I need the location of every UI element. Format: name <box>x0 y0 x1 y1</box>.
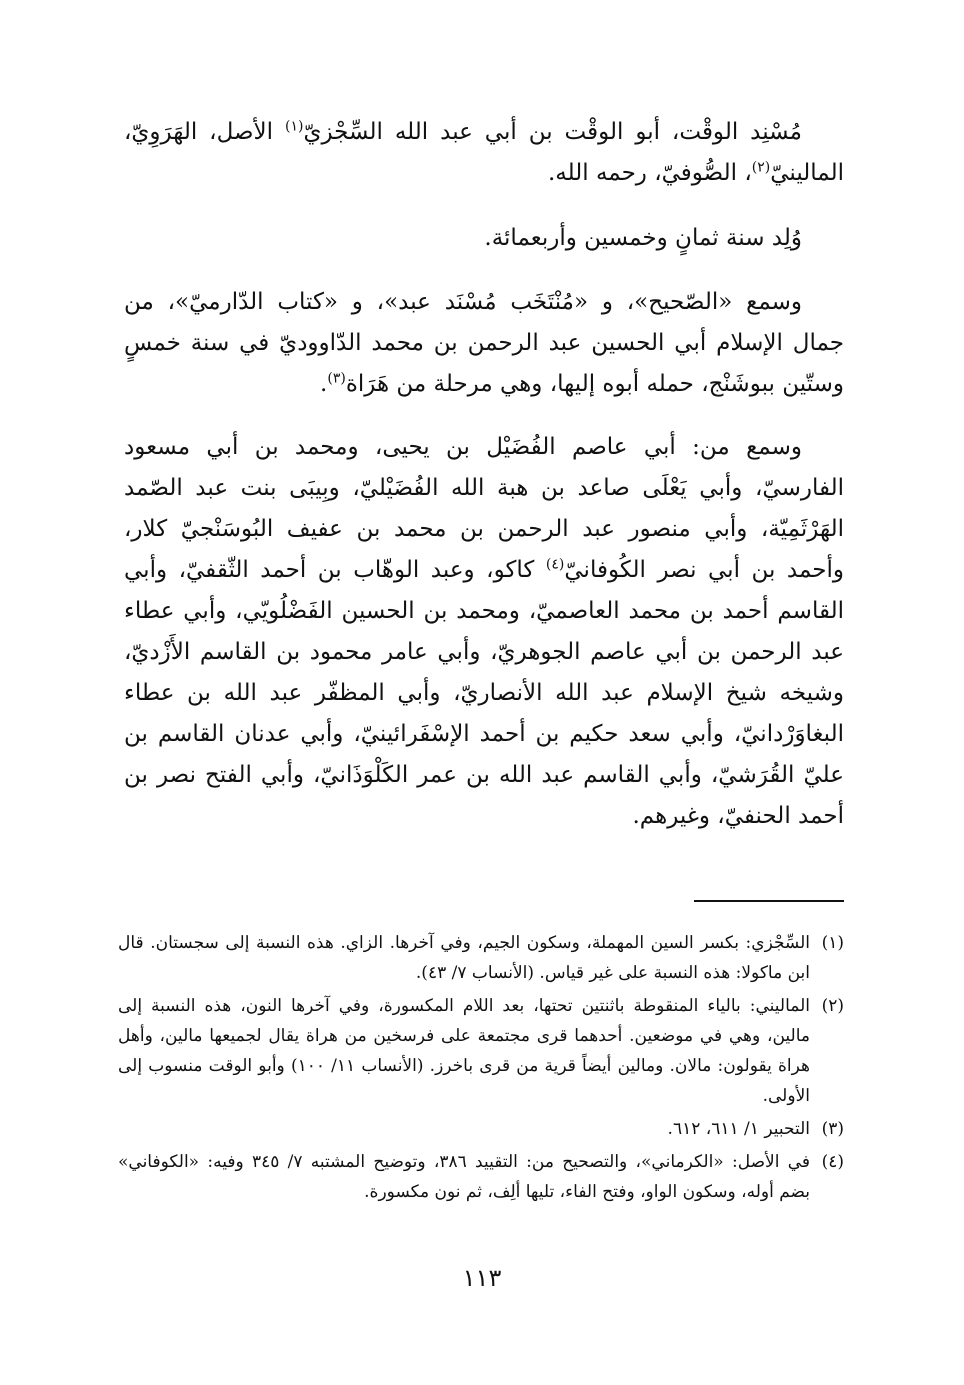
main-text <box>124 112 844 837</box>
paragraph-text: وُلِد سنة ثمانٍ وخمسين وأربعمائة. <box>484 225 802 251</box>
paragraph-teachers <box>124 427 844 837</box>
paragraph-birth <box>124 218 844 259</box>
footnote-ref[interactable]: (١) <box>284 118 304 135</box>
footnote-number: (٤) <box>821 1152 844 1172</box>
footnote-number: (٣) <box>821 1119 844 1139</box>
footnote-text: السِّجْزي: بكسر السين المهملة، وسكون الجيم، وفي آخرها. الزاي. هذه النسبة إلى سجستان. قال ابن ماكولا: هذه النسبة على غير قياس. (الأنساب ٧/ ٤٣). <box>118 933 810 983</box>
footnote-separator <box>694 900 844 902</box>
footnote-ref[interactable]: (٢) <box>751 159 771 176</box>
paragraph-text: ، الصُّوفيّ، رحمه الله. <box>547 160 752 186</box>
page-number: ١١٣ <box>462 1264 502 1292</box>
footnote <box>118 1114 844 1144</box>
footnote <box>118 928 844 988</box>
footnote-text: الماليني: بالياء المنقوطة باثنتين تحتها، بعد اللام المكسورة، وفي آخرها النون، هذه النسبة إلى مالين، وهي في موضعين. أحدهما قرى مجتمعة على فرسخين من هراة يقال لجميعها مالين، وأهل هراة يقولون: مالان. ومالين أيضاً قرية من قرى باخرز. (الأنساب ١١/ ١٠٠) وأبو الوقت منسوب إلى الأولى. <box>118 996 810 1106</box>
paragraph-biography-heading <box>124 112 844 194</box>
footnote-ref[interactable]: (٤) <box>545 556 565 573</box>
paragraph-text: كاكو، وعبد الوهّاب بن أحمد الثّقفيّ، وأبي القاسم أحمد بن محمد العاصميّ، ومحمد بن الحسين الفَضْلُويّي، وأبي عطاء عبد الرحمن بن أبي عاصم الجوهريّ، وأبي عامر محمود بن القاسم الأَزْديّ، وشيخه شيخ الإسلام عبد الله الأنصاريّ، وأبي المظفّر عبد الله بن عطاء البغاوَرْدانيّ، وأبي سعد حكيم بن أحمد الإسْفَرائينيّ، وأبي عدنان القاسم بن عليّ القُرَشيّ، وأبي القاسم عبد الله بن عمر الكَلْوَذَانيّ، وأبي الفتح نصر بن أحمد الحنفيّ، وغيرهم. <box>124 557 844 829</box>
paragraph-text: مُسْنِد الوقْت، أبو الوقْت بن أبي عبد الله السِّجْزيّ <box>303 119 803 145</box>
paragraph-text: وسمع «الصّحيح»، و «مُنْتَخَب مُسْنَد عبد»، و «كتاب الدّارميّ»، من جمال الإسلام أبي الحسين عبد الرحمن بن محمد الدّاووديّ في سنة خمسٍ وستّين ببوشَنْج، حمله أبوه إليها، وهي مرحلة من هَرَاة <box>124 289 844 397</box>
footnote-text: التحبير ١/ ٦١١، ٦١٢. <box>667 1119 810 1139</box>
paragraph-text: . <box>320 371 328 397</box>
paragraph-text: الأصل، الهَرَوِيّ، المالينيّ <box>124 119 844 186</box>
footnote-ref[interactable]: (٣) <box>327 370 346 387</box>
footnote-number: (٢) <box>821 996 844 1016</box>
footnote-number: (١) <box>821 933 844 953</box>
footnotes <box>118 928 844 1210</box>
footnote <box>118 1147 844 1207</box>
footnote <box>118 991 844 1111</box>
paragraph-text: وسمع من: أبي عاصم الفُضَيْل بن يحيى، ومحمد بن أبي مسعود الفارسيّ، وأبي يَعْلَى صاعد بن هبة الله الفُضَيْليّ، وبِيبَى بنت عبد الصّمد الهَرْثَمِيّة، وأبي منصور عبد الرحمن بن محمد بن عفيف البُوسَنْجيّ كلار، وأحمد بن أبي نصر الكُوفانيّ <box>124 434 844 583</box>
footnote-text: في الأصل: «الكرماني»، والتصحيح من: التقييد ٣٨٦، وتوضيح المشتبه ٧/ ٣٤٥ وفيه: «الكوفاني» بضم أوله، وسكون الواو، وفتح الفاء، تليها ألِف، ثم نون مكسورة. <box>118 1152 810 1202</box>
paragraph-sama-sahih <box>124 282 844 405</box>
